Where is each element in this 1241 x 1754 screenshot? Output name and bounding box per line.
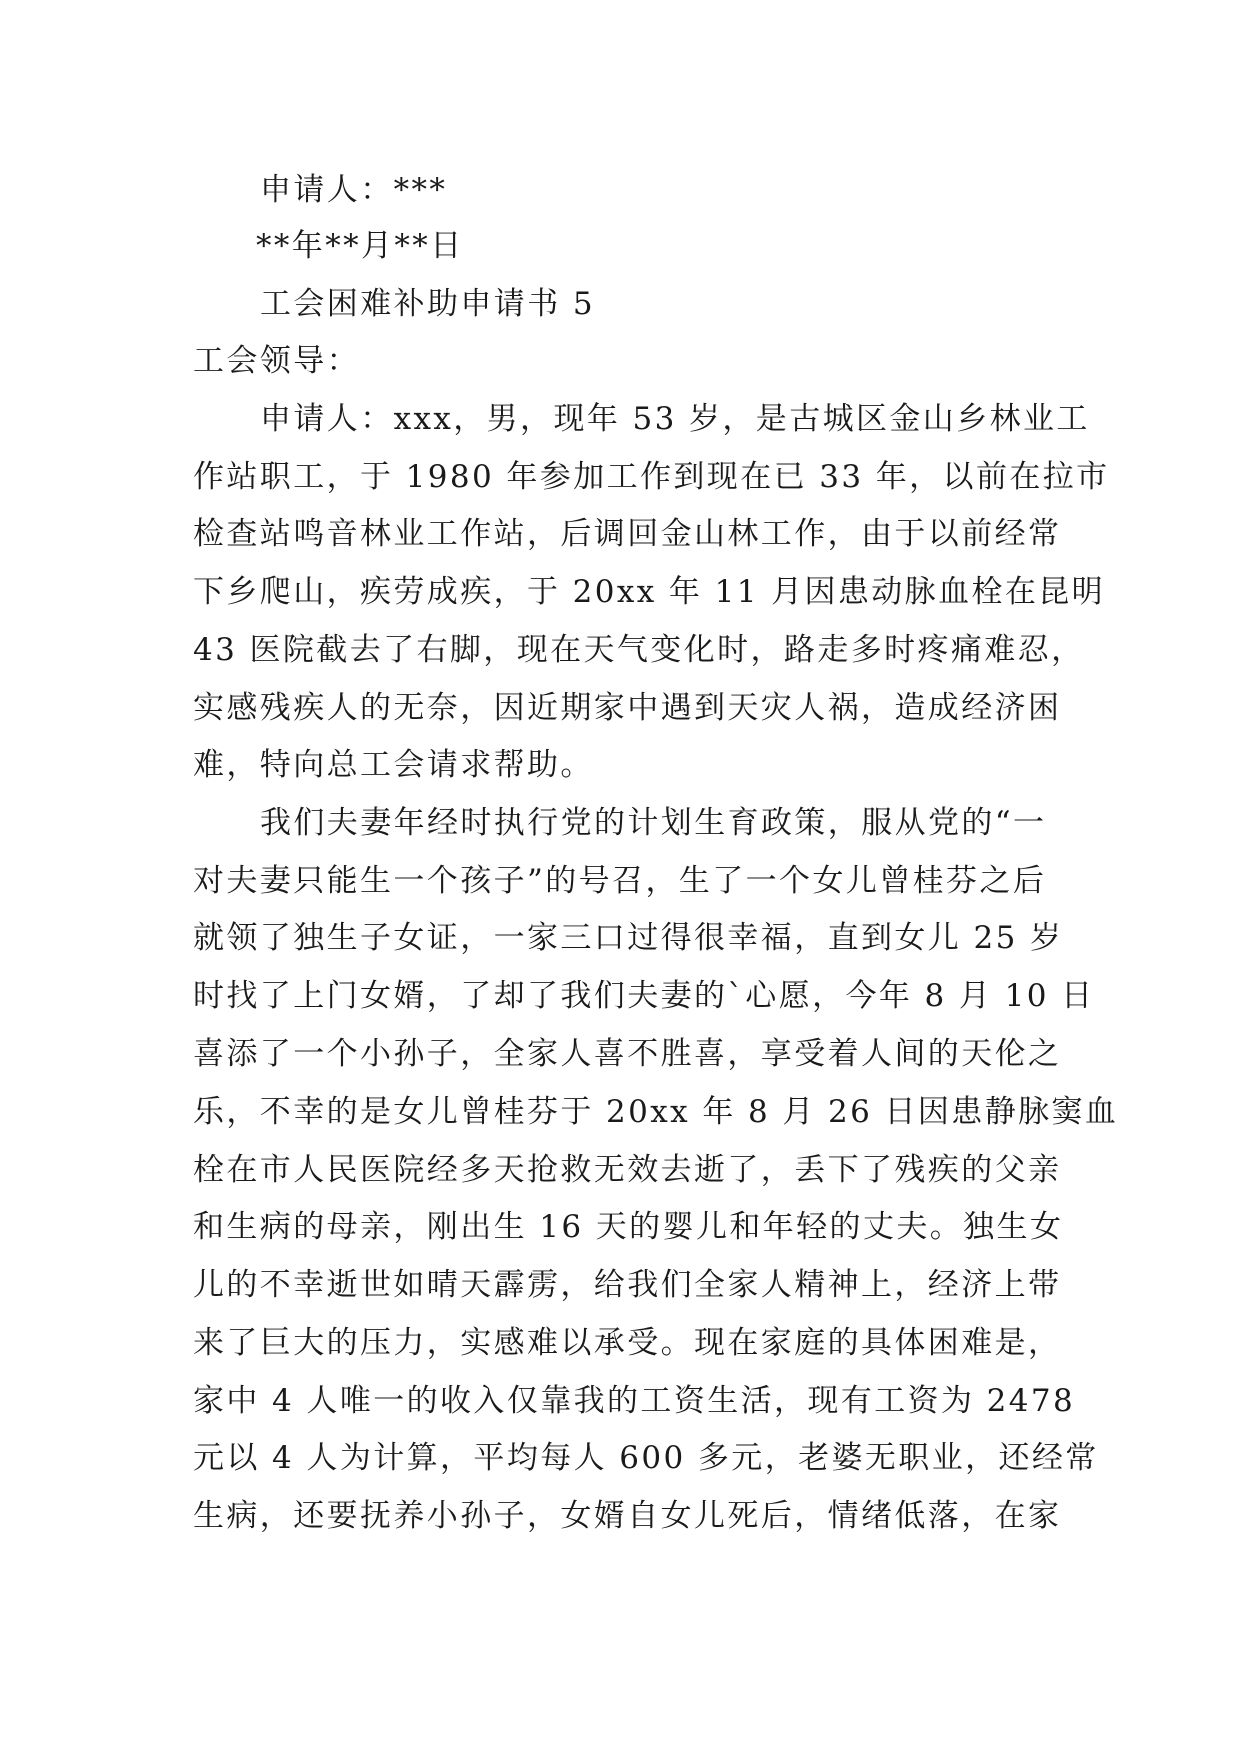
document-title: 工会困难补助申请书 5 — [260, 286, 595, 322]
paragraph-line: 难，特向总工会请求帮助。 — [193, 747, 594, 783]
applicant-line: 申请人：*** — [260, 172, 448, 208]
paragraph-line: 时找了上门女婿，了却了我们夫妻的`心愿，今年 8 月 10 日 — [193, 978, 1095, 1014]
paragraph-line: 43 医院截去了右脚，现在天气变化时，路走多时疼痛难忍， — [193, 632, 1085, 668]
paragraph-line: 检查站鸣音林业工作站，后调回金山林工作，由于以前经常 — [193, 516, 1062, 552]
paragraph-line: 家中 4 人唯一的收入仅靠我的工资生活，现有工资为 2478 — [193, 1383, 1076, 1419]
paragraph-line: 就领了独生子女证，一家三口过得很幸福，直到女儿 25 岁 — [193, 920, 1064, 956]
paragraph-line: 对夫妻只能生一个孩子”的号召，生了一个女儿曾桂芬之后 — [193, 863, 1047, 899]
paragraph-line: 元以 4 人为计算，平均每人 600 多元，老婆无职业，还经常 — [193, 1440, 1099, 1476]
paragraph-line: 和生病的母亲，刚出生 16 天的婴儿和年轻的丈夫。独生女 — [193, 1209, 1064, 1245]
paragraph-line: 生病，还要抚养小孙子，女婿自女儿死后，情绪低落，在家 — [193, 1498, 1062, 1534]
paragraph-line: 实感残疾人的无奈，因近期家中遇到天灾人祸，造成经济困 — [193, 690, 1062, 726]
salutation: 工会领导： — [193, 343, 360, 379]
paragraph-line: 儿的不幸逝世如晴天霹雳，给我们全家人精神上，经济上带 — [193, 1267, 1062, 1303]
paragraph-line: 我们夫妻年经时执行党的计划生育政策，服从党的“一 — [260, 805, 1047, 841]
paragraph-line: 栓在市人民医院经多天抢救无效去逝了，丢下了残疾的父亲 — [193, 1152, 1062, 1188]
paragraph-line: 作站职工，于 1980 年参加工作到现在已 33 年，以前在拉市 — [193, 459, 1110, 495]
paragraph-line: 来了巨大的压力，实感难以承受。现在家庭的具体困难是， — [193, 1325, 1062, 1361]
date-line: **年**月**日 — [256, 228, 464, 264]
paragraph-line: 喜添了一个小孙子，全家人喜不胜喜，享受着人间的天伦之 — [193, 1036, 1062, 1072]
paragraph-line: 乐，不幸的是女儿曾桂芬于 20xx 年 8 月 26 日因患静脉窦血 — [193, 1094, 1119, 1130]
paragraph-line: 下乡爬山，疾劳成疾，于 20xx 年 11 月因患动脉血栓在昆明 — [193, 574, 1106, 610]
paragraph-line: 申请人：xxx，男，现年 53 岁，是古城区金山乡林业工 — [260, 401, 1090, 437]
